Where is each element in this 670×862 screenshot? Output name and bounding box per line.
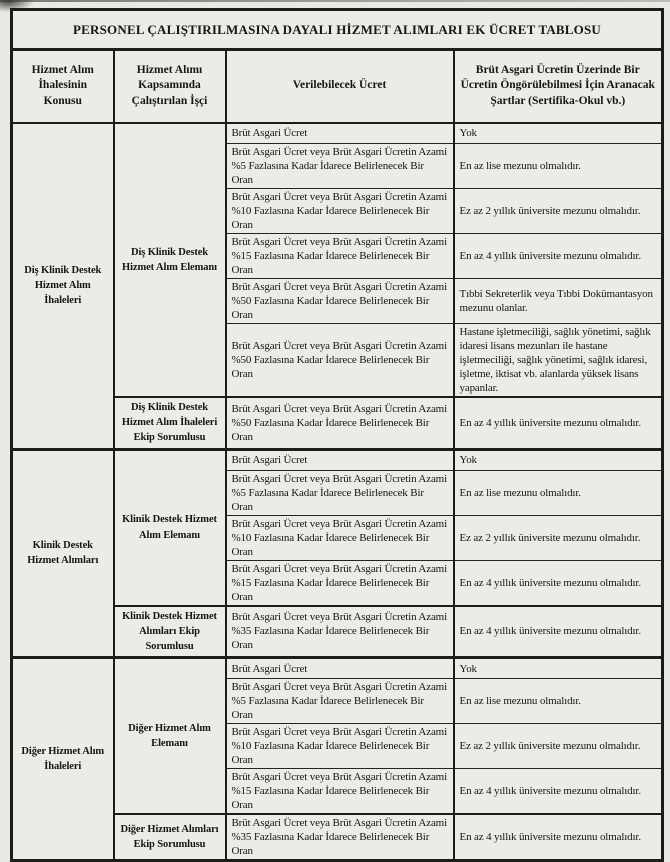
wage-cell: Brüt Asgari Ücret veya Brüt Asgari Ücretin Azami %50 Fazlasına Kadar İdarece Belirlenecek Bir Oran	[226, 324, 454, 398]
condition-cell: En az 4 yıllık üniversite mezunu olmalıdır.	[454, 234, 663, 279]
wage-cell: Brüt Asgari Ücret veya Brüt Asgari Ücretin Azami %5 Fazlasına Kadar İdarece Belirlenecek Bir Oran	[226, 144, 454, 189]
wage-cell: Brüt Asgari Ücret veya Brüt Asgari Ücretin Azami %10 Fazlasına Kadar İdarece Belirlenecek Bir Oran	[226, 724, 454, 769]
wage-cell: Brüt Asgari Ücret veya Brüt Asgari Ücretin Azami %10 Fazlasına Kadar İdarece Belirlenecek Bir Oran	[226, 515, 454, 560]
worker-cell: Diğer Hizmet Alımları Ekip Sorumlusu	[114, 814, 226, 861]
subject-cell: Diğer Hizmet Alım İhaleleri	[12, 658, 114, 861]
condition-cell: Yok	[454, 658, 663, 679]
wage-cell: Brüt Asgari Ücret veya Brüt Asgari Ücretin Azami %15 Fazlasına Kadar İdarece Belirlenecek Bir Oran	[226, 560, 454, 606]
condition-cell: Ez az 2 yıllık üniversite mezunu olmalıdır.	[454, 724, 663, 769]
table-title-row	[12, 10, 663, 50]
wage-cell: Brüt Asgari Ücret	[226, 658, 454, 679]
condition-cell: En az 4 yıllık üniversite mezunu olmalıdır.	[454, 397, 663, 449]
condition-cell: En az lise mezunu olmalıdır.	[454, 144, 663, 189]
table-row	[12, 658, 663, 679]
worker-cell: Klinik Destek Hizmet Alımları Ekip Sorumlusu	[114, 606, 226, 658]
table-header-row	[12, 50, 663, 123]
condition-cell: Ez az 2 yıllık üniversite mezunu olmalıdır.	[454, 189, 663, 234]
wage-cell: Brüt Asgari Ücret veya Brüt Asgari Ücretin Azami %35 Fazlasına Kadar İdarece Belirlenecek Bir Oran	[226, 606, 454, 658]
table-title: PERSONEL ÇALIŞTIRILMASINA DAYALI HİZMET ALIMLARI EK ÜCRET TABLOSU	[12, 10, 663, 50]
condition-cell: En az 4 yıllık üniversite mezunu olmalıdır.	[454, 814, 663, 861]
column-header-conditions: Brüt Asgari Ücretin Üzerinde Bir Ücretin Öngörülebilmesi İçin Aranacak Şartlar (Sertifika-Okul vb.)	[454, 50, 663, 123]
worker-cell: Klinik Destek Hizmet Alım Elemanı	[114, 449, 226, 606]
subject-cell: Klinik Destek Hizmet Alımları	[12, 449, 114, 658]
table-row	[12, 123, 663, 144]
wage-cell: Brüt Asgari Ücret	[226, 449, 454, 470]
condition-cell: Hastane işletmeciliği, sağlık yönetimi, sağlık idaresi lisans mezunları ile hastane işletmeciliği, sağlık yönetimi, sağlık idaresi, işletme, iktisat vb. alanlarda yüksek lisans yapanlar.	[454, 324, 663, 398]
wage-table	[10, 8, 664, 862]
condition-cell: En az lise mezunu olmalıdır.	[454, 679, 663, 724]
wage-cell: Brüt Asgari Ücret veya Brüt Asgari Ücretin Azami %10 Fazlasına Kadar İdarece Belirlenecek Bir Oran	[226, 189, 454, 234]
wage-cell: Brüt Asgari Ücret veya Brüt Asgari Ücretin Azami %5 Fazlasına Kadar İdarece Belirlenecek Bir Oran	[226, 679, 454, 724]
column-header-subject: Hizmet Alım İhalesinin Konusu	[12, 50, 114, 123]
condition-cell: En az 4 yıllık üniversite mezunu olmalıdır.	[454, 606, 663, 658]
wage-cell: Brüt Asgari Ücret veya Brüt Asgari Ücretin Azami %35 Fazlasına Kadar İdarece Belirlenecek Bir Oran	[226, 814, 454, 861]
condition-cell: En az 4 yıllık üniversite mezunu olmalıdır.	[454, 769, 663, 815]
column-header-worker: Hizmet Alımı Kapsamında Çalıştırılan İşçi	[114, 50, 226, 123]
column-header-wage: Verilebilecek Ücret	[226, 50, 454, 123]
worker-cell: Diş Klinik Destek Hizmet Alım Elemanı	[114, 123, 226, 398]
condition-cell: En az lise mezunu olmalıdır.	[454, 470, 663, 515]
condition-cell: Yok	[454, 449, 663, 470]
wage-cell: Brüt Asgari Ücret veya Brüt Asgari Ücretin Azami %5 Fazlasına Kadar İdarece Belirlenecek Bir Oran	[226, 470, 454, 515]
wage-cell: Brüt Asgari Ücret veya Brüt Asgari Ücretin Azami %50 Fazlasına Kadar İdarece Belirlenecek Bir Oran	[226, 279, 454, 324]
wage-cell: Brüt Asgari Ücret veya Brüt Asgari Ücretin Azami %15 Fazlasına Kadar İdarece Belirlenecek Bir Oran	[226, 769, 454, 815]
condition-cell: Tıbbi Sekreterlik veya Tıbbi Dokümantasyon mezunu olanlar.	[454, 279, 663, 324]
condition-cell: Ez az 2 yıllık üniversite mezunu olmalıdır.	[454, 515, 663, 560]
wage-cell: Brüt Asgari Ücret	[226, 123, 454, 144]
condition-cell: En az 4 yıllık üniversite mezunu olmalıdır.	[454, 560, 663, 606]
wage-cell: Brüt Asgari Ücret veya Brüt Asgari Ücretin Azami %15 Fazlasına Kadar İdarece Belirlenecek Bir Oran	[226, 234, 454, 279]
wage-cell: Brüt Asgari Ücret veya Brüt Asgari Ücretin Azami %50 Fazlasına Kadar İdarece Belirlenecek Bir Oran	[226, 397, 454, 449]
table-row	[12, 449, 663, 470]
subject-cell: Diş Klinik Destek Hizmet Alım İhaleleri	[12, 123, 114, 450]
scan-artifact-top-edge	[0, 0, 670, 2]
condition-cell: Yok	[454, 123, 663, 144]
worker-cell: Diğer Hizmet Alım Elemanı	[114, 658, 226, 815]
worker-cell: Diş Klinik Destek Hizmet Alım İhaleleri Ekip Sorumlusu	[114, 397, 226, 449]
